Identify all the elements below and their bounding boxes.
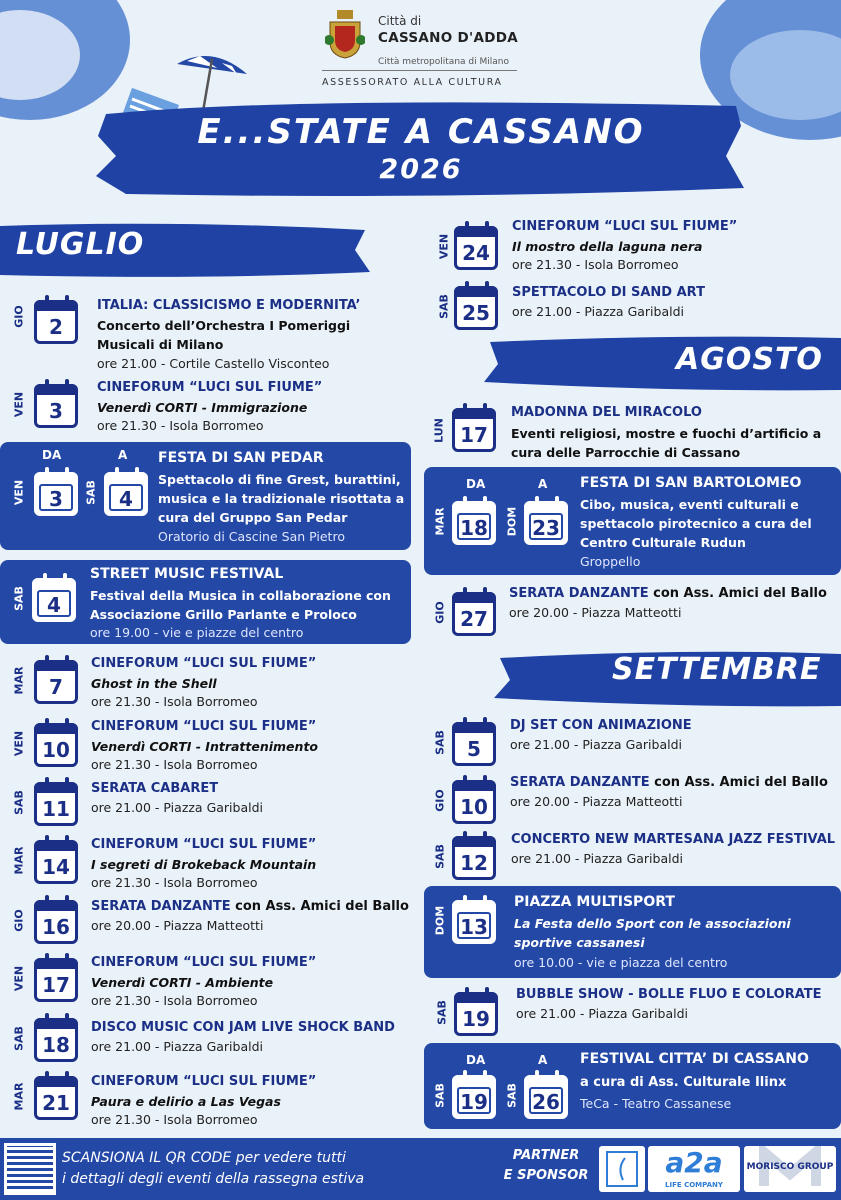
event-info: ore 21.30 - Isola Borromeo xyxy=(91,875,258,890)
assessorato-label: ASSESSORATO ALLA CULTURA xyxy=(322,77,503,88)
calendar-icon xyxy=(32,578,76,622)
calendar-icon xyxy=(104,472,148,516)
event-day: 17 xyxy=(460,423,488,447)
event-info: ore 21.00 - Piazza Garibaldi xyxy=(511,851,684,866)
event-info: ore 21.30 - Isola Borromeo xyxy=(91,1112,258,1127)
event-dow: VEN xyxy=(12,965,26,992)
event-dow: SAB xyxy=(433,844,447,869)
event-dow: GIO xyxy=(12,305,26,328)
event-highlight-box xyxy=(424,1043,841,1129)
event-day: 24 xyxy=(462,241,490,265)
city-crest-icon xyxy=(325,10,365,60)
range-to-label: A xyxy=(538,1053,548,1067)
qr-line-2: i dettagli degli eventi della rassegna estiva xyxy=(62,1171,365,1187)
event-dow: GIO xyxy=(433,789,447,812)
event-title: STREET MUSIC FESTIVAL xyxy=(90,566,284,582)
range-to-label: A xyxy=(118,448,128,462)
event-dow: SAB xyxy=(435,1000,449,1025)
event-dow: VEN xyxy=(437,233,451,260)
event-day: 4 xyxy=(47,593,61,617)
event-info: ore 21.00 - Piazza Garibaldi xyxy=(91,800,264,815)
event-day: 13 xyxy=(460,915,488,939)
event-dow: SAB xyxy=(433,1083,447,1108)
event-title: DISCO MUSIC CON JAM LIVE SHOCK BAND xyxy=(91,1020,395,1035)
event-title-plain: con Ass. Amici del Ballo xyxy=(649,775,828,790)
event-dow: SAB xyxy=(433,730,447,755)
event-title: FESTIVAL CITTA’ DI CASSANO xyxy=(580,1051,809,1067)
calendar-icon xyxy=(34,660,78,704)
event-info: Oratorio di Cascine San Pietro xyxy=(158,529,345,544)
event-day: 3 xyxy=(49,487,63,511)
event-dow: DOM xyxy=(433,905,447,936)
event-dow: MAR xyxy=(12,846,26,875)
partner-line-2: E SPONSOR xyxy=(503,1168,589,1183)
event-info: ore 21.00 - Cortile Castello Visconteo xyxy=(97,356,330,371)
calendar-icon xyxy=(452,592,496,636)
calendar-icon xyxy=(452,780,496,824)
event-info: ore 10.00 - vie e piazza del centro xyxy=(514,955,728,970)
calendar-icon xyxy=(34,840,78,884)
event-subtitle: Il mostro della laguna nera xyxy=(512,239,703,254)
calendar-icon xyxy=(524,501,568,545)
event-title xyxy=(91,899,409,914)
event-dow: SAB xyxy=(12,1026,26,1051)
event-title: CINEFORUM “LUCI SUL FIUME” xyxy=(91,837,317,852)
range-to-label: A xyxy=(538,477,548,491)
event-title-bold: SERATA DANZANTE xyxy=(91,899,231,914)
event-title: ITALIA: CLASSICISMO E MODERNITA’ xyxy=(97,298,361,313)
event-day: 7 xyxy=(49,675,63,699)
calendar-icon xyxy=(452,1075,496,1119)
event-title-bold: SERATA DANZANTE xyxy=(510,775,650,790)
event-highlight-box xyxy=(424,886,841,978)
event-subtitle: a cura di Ass. Culturale Ilinx xyxy=(580,1075,787,1090)
event-day: 4 xyxy=(119,487,133,511)
event-title: FESTA DI SAN PEDAR xyxy=(158,450,324,466)
event-day: 27 xyxy=(460,607,488,631)
event-title: SERATA CABARET xyxy=(91,781,219,796)
calendar-icon xyxy=(452,408,496,452)
event-day: 14 xyxy=(42,855,70,879)
calendar-icon xyxy=(34,300,78,344)
event-title: CINEFORUM “LUCI SUL FIUME” xyxy=(91,656,317,671)
event-day: 2 xyxy=(49,315,63,339)
qr-instructions xyxy=(62,1148,364,1190)
event-subtitle: Venerdì CORTI - Intrattenimento xyxy=(91,739,319,754)
calendar-icon xyxy=(34,782,78,826)
calendar-icon xyxy=(34,384,78,428)
event-title-bold: SERATA DANZANTE xyxy=(509,586,649,601)
a2a-logo-sub: LIFE COMPANY xyxy=(665,1181,723,1189)
calendar-icon xyxy=(34,1018,78,1062)
event-title: CINEFORUM “LUCI SUL FIUME” xyxy=(91,955,317,970)
event-day: 26 xyxy=(532,1090,560,1114)
event-day: 21 xyxy=(42,1091,70,1115)
event-title: PIAZZA MULTISPORT xyxy=(514,894,675,910)
event-subtitle: Concerto dell’Orchestra I Pomeriggi Musicali di Milano xyxy=(97,318,351,352)
month-agosto: AGOSTO xyxy=(676,342,823,377)
calendar-icon xyxy=(452,836,496,880)
event-title: DJ SET CON ANIMAZIONE xyxy=(510,718,692,733)
calendar-icon xyxy=(34,472,78,516)
event-title: CINEFORUM “LUCI SUL FIUME” xyxy=(91,1074,317,1089)
event-highlight-box xyxy=(0,560,411,644)
event-info: Groppello xyxy=(580,554,641,569)
event-title xyxy=(510,775,828,790)
sponsor-logo-morisco xyxy=(744,1146,836,1192)
event-info: ore 21.00 - Piazza Garibaldi xyxy=(510,737,683,752)
event-dow: GIO xyxy=(433,601,447,624)
footer xyxy=(0,1138,841,1200)
header-divider xyxy=(322,70,517,71)
event-info: ore 21.00 - Piazza Garibaldi xyxy=(516,1006,689,1021)
event-info: ore 20.00 - Piazza Matteotti xyxy=(91,918,264,933)
event-info: ore 20.00 - Piazza Matteotti xyxy=(509,605,682,620)
page-year: 2026 xyxy=(379,154,463,185)
event-dow: VEN xyxy=(12,730,26,757)
event-dow: MAR xyxy=(12,1082,26,1111)
sponsor-emblem-icon xyxy=(599,1146,645,1192)
event-dow: SAB xyxy=(12,790,26,815)
event-subtitle: Festival della Musica in collaborazione con Associazione Grillo Parlante e Proloco xyxy=(90,588,391,622)
event-title: CINEFORUM “LUCI SUL FIUME” xyxy=(97,380,323,395)
event-dow: MAR xyxy=(12,666,26,695)
event-subtitle: Eventi religiosi, mostre e fuochi d’artificio a cura delle Parrocchie di Cassano xyxy=(511,426,822,460)
page-title: E...STATE A CASSANO xyxy=(197,112,645,152)
event-info: ore 20.00 - Piazza Matteotti xyxy=(510,794,683,809)
event-title: BUBBLE SHOW - BOLLE FLUO E COLORATE xyxy=(516,987,822,1002)
event-title: CINEFORUM “LUCI SUL FIUME” xyxy=(512,219,738,234)
calendar-icon xyxy=(524,1075,568,1119)
range-from-label: DA xyxy=(466,1053,486,1067)
event-subtitle: Paura e delirio a Las Vegas xyxy=(91,1094,281,1109)
sponsor-logo-1 xyxy=(599,1146,645,1192)
event-day: 23 xyxy=(532,516,560,540)
event-subtitle: I segreti di Brokeback Mountain xyxy=(91,857,317,872)
event-info: ore 21.00 - Piazza Garibaldi xyxy=(512,304,685,319)
calendar-icon xyxy=(34,723,78,767)
event-subtitle: Ghost in the Shell xyxy=(91,676,217,691)
event-info: TeCa - Teatro Cassanese xyxy=(580,1096,732,1111)
event-day: 3 xyxy=(49,399,63,423)
partner-line-1: PARTNER xyxy=(512,1148,580,1163)
event-highlight-box xyxy=(424,467,841,575)
event-dow: SAB xyxy=(84,480,98,505)
event-dow: VEN xyxy=(12,479,26,506)
event-title: SPETTACOLO DI SAND ART xyxy=(512,285,705,300)
calendar-icon xyxy=(452,501,496,545)
event-subtitle: Venerdì CORTI - Immigrazione xyxy=(97,400,308,415)
event-subtitle: Cibo, musica, eventi culturali e spettacolo pirotecnico a cura del Centro Culturale Rudun xyxy=(580,497,812,550)
event-day: 12 xyxy=(460,851,488,875)
event-title: CONCERTO NEW MARTESANA JAZZ FESTIVAL xyxy=(511,832,836,847)
calendar-icon xyxy=(34,900,78,944)
event-info: ore 21.30 - Isola Borromeo xyxy=(512,257,679,272)
event-info: ore 21.30 - Isola Borromeo xyxy=(91,993,258,1008)
event-dow: MAR xyxy=(433,507,447,536)
event-info: ore 21.30 - Isola Borromeo xyxy=(91,757,258,772)
event-day: 19 xyxy=(462,1007,490,1031)
event-info: ore 21.30 - Isola Borromeo xyxy=(97,418,264,433)
event-highlight-box xyxy=(0,442,411,550)
event-dow: LUN xyxy=(432,418,446,443)
event-day: 5 xyxy=(467,737,481,761)
event-title xyxy=(509,586,827,601)
event-dow: SAB xyxy=(12,586,26,611)
calendar-icon xyxy=(34,958,78,1002)
event-title: CINEFORUM “LUCI SUL FIUME” xyxy=(91,719,317,734)
event-subtitle: La Festa dello Sport con le associazioni sportive cassanesi xyxy=(514,916,791,950)
qr-code-icon[interactable] xyxy=(4,1143,56,1195)
morisco-logo-text: MORISCO GROUP xyxy=(746,1162,834,1172)
calendar-icon xyxy=(454,992,498,1036)
calendar-icon xyxy=(454,226,498,270)
event-day: 18 xyxy=(460,516,488,540)
event-dow: VEN xyxy=(12,391,26,418)
event-day: 11 xyxy=(42,797,70,821)
event-day: 17 xyxy=(42,973,70,997)
qr-line-1: SCANSIONA IL QR CODE per vedere tutti xyxy=(62,1150,346,1166)
event-dow: SAB xyxy=(505,1083,519,1108)
event-title: MADONNA DEL MIRACOLO xyxy=(511,405,702,420)
event-info: ore 19.00 - vie e piazze del centro xyxy=(90,625,304,640)
event-dow: SAB xyxy=(437,294,451,319)
metro-label: Città metropolitana di Milano xyxy=(378,57,509,67)
event-subtitle: Spettacolo di fine Grest, burattini, musica e la tradizionale risottata a cura del Gruppo San Pedar xyxy=(158,472,405,525)
event-title: FESTA DI SAN BARTOLOMEO xyxy=(580,475,802,491)
citta-di-label: Città di xyxy=(378,14,422,28)
month-luglio: LUGLIO xyxy=(16,227,145,262)
event-dow: GIO xyxy=(12,909,26,932)
event-day: 18 xyxy=(42,1033,70,1057)
event-day: 16 xyxy=(42,915,70,939)
event-day: 25 xyxy=(462,301,490,325)
city-name: CASSANO D'ADDA xyxy=(378,30,518,46)
calendar-icon xyxy=(34,1076,78,1120)
calendar-icon xyxy=(454,286,498,330)
event-day: 10 xyxy=(42,738,70,762)
event-info: ore 21.00 - Piazza Garibaldi xyxy=(91,1039,264,1054)
a2a-logo-text: a2a xyxy=(665,1146,723,1179)
event-day: 19 xyxy=(460,1090,488,1114)
partner-label xyxy=(496,1146,596,1186)
event-dow: DOM xyxy=(505,506,519,537)
sponsor-logo-a2a xyxy=(648,1146,740,1192)
event-title-plain: con Ass. Amici del Ballo xyxy=(230,899,409,914)
event-day: 10 xyxy=(460,795,488,819)
calendar-icon xyxy=(452,900,496,944)
event-title-plain: con Ass. Amici del Ballo xyxy=(648,586,827,601)
range-from-label: DA xyxy=(42,448,62,462)
range-from-label: DA xyxy=(466,477,486,491)
month-settembre: SETTEMBRE xyxy=(612,652,822,687)
event-info: ore 21.30 - Isola Borromeo xyxy=(91,694,258,709)
calendar-icon xyxy=(452,722,496,766)
event-subtitle: Venerdì CORTI - Ambiente xyxy=(91,975,274,990)
